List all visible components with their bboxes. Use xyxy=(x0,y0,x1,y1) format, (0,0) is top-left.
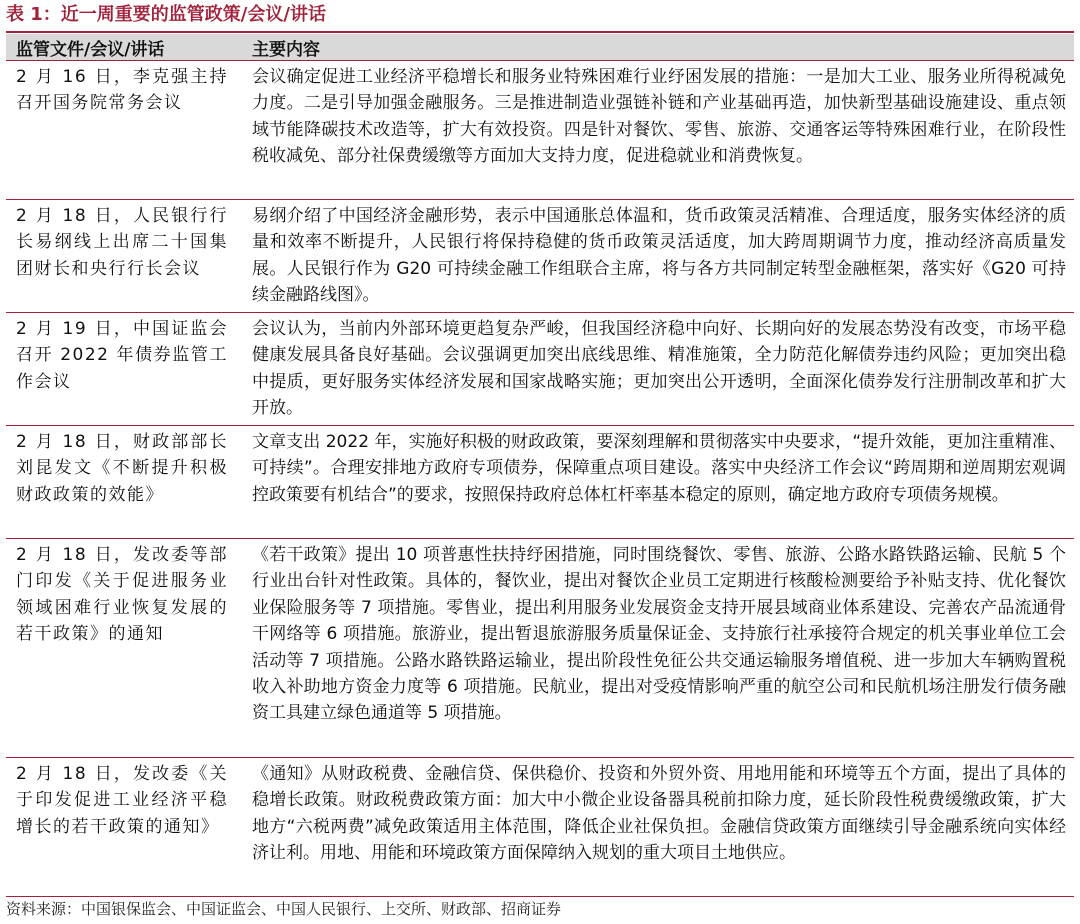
policy-table xyxy=(6,34,1074,897)
row-content-cell: 《通知》从财政税费、金融信贷、保供稳价、投资和外贸外资、用地用能和环境等五个方面，提出了具体的稳增长政策。财政税费政策方面：加大中小微企业设备器具税前扣除力度，延长阶段性税费缓缴政策，扩大地方“六税两费”减免政策适用主体范围，降低企业社保负担。金融信贷政策方面继续引导金融系统向实体经济让利。用地、用能和环境政策方面保障纳入规划的重大项目土地供应。 xyxy=(238,758,1074,897)
row-event-cell: 2 月 18 日，人民银行行长易纲线上出席二十国集团财长和央行行长会议 xyxy=(6,200,238,313)
row-content-cell: 《若干政策》提出 10 项普惠性扶持纾困措施，同时围绕餐饮、零售、旅游、公路水路铁路运输、民航 5 个行业出台针对性政策。具体的，餐饮业，提出对餐饮企业员工定期进行核酸检测要给予补贴支持、优化餐饮业保险服务等 7 项措施。零售业，提出利用服务业发展资金支持开展县域商业体系建设、完善农产品流通骨干网络等 6 项措施。旅游业，提出暂退旅游服务质量保证金、支持旅行社承接符合规定的机关事业单位工会活动等 7 项措施。公路水路铁路运输业，提出阶段性免征公共交通运输服务增值税、进一步加大车辆购置税收入补助地方资金力度等 6 项措施。民航业，提出对受疫情影响严重的航空公司和民航机场注册发行债务融资工具建立绿色通道等 5 项措施。 xyxy=(238,539,1074,758)
row-event-cell: 2 月 18 日，发改委《关于印发促进工业经济平稳增长的若干政策的通知》 xyxy=(6,758,238,897)
table-row xyxy=(6,200,1074,313)
table-row xyxy=(6,313,1074,426)
source-note: 资料来源：中国银保监会、中国证监会、中国人民银行、上交所、财政部、招商证券 xyxy=(6,900,562,918)
row-event-cell: 2 月 18 日，财政部部长刘昆发文《不断提升积极财政政策的效能》 xyxy=(6,426,238,539)
table-row xyxy=(6,426,1074,539)
row-event-cell: 2 月 18 日，发改委等部门印发《关于促进服务业领域困难行业恢复发展的若干政策》的通知 xyxy=(6,539,238,758)
row-event-cell: 2 月 16 日，李克强主持召开国务院常务会议 xyxy=(6,61,238,200)
column-header-event: 监管文件/会议/讲话 xyxy=(6,34,238,61)
row-content-cell: 会议认为，当前内外部环境更趋复杂严峻，但我国经济稳中向好、长期向好的发展态势没有改变，市场平稳健康发展具备良好基础。会议强调更加突出底线思维、精准施策，全力防范化解债券违约风险；更加突出稳中提质，更好服务实体经济发展和国家战略实施；更加突出公开透明，全面深化债券发行注册制改革和扩大开放。 xyxy=(238,313,1074,426)
table-row xyxy=(6,758,1074,897)
row-event-cell: 2 月 19 日，中国证监会召开 2022 年债券监管工作会议 xyxy=(6,313,238,426)
row-content-cell: 会议确定促进工业经济平稳增长和服务业特殊困难行业纾困发展的措施：一是加大工业、服务业所得税减免力度。二是引导加强金融服务。三是推进制造业强链补链和产业基础再造，加快新型基础设施建设、重点领域节能降碳技术改造等，扩大有效投资。四是针对餐饮、零售、旅游、交通客运等特殊困难行业，在阶段性税收减免、部分社保费缓缴等方面加大支持力度，促进稳就业和消费恢复。 xyxy=(238,61,1074,200)
row-content-cell: 易纲介绍了中国经济金融形势，表示中国通胀总体温和，货币政策灵活精准、合理适度，服务实体经济的质量和效率不断提升，人民银行将保持稳健的货币政策灵活适度，加大跨周期调节力度，推动经济高质量发展。人民银行作为 G20 可持续金融工作组联合主席，将与各方共同制定转型金融框架，落实好《G20 可持续金融路线图》。 xyxy=(238,200,1074,313)
column-header-content: 主要内容 xyxy=(238,34,1074,61)
title-divider xyxy=(6,31,1074,33)
table-row xyxy=(6,539,1074,758)
table-header-row xyxy=(6,34,1074,61)
row-content-cell: 文章支出 2022 年，实施好积极的财政政策，要深刻理解和贯彻落实中央要求，“提升效能，更加注重精准、可持续”。合理安排地方政府专项债券，保障重点项目建设。落实中央经济工作会议“跨周期和逆周期宏观调控政策要有机结合”的要求，按照保持政府总体杠杆率基本稳定的原则，确定地方政府专项债务规模。 xyxy=(238,426,1074,539)
table-title: 表 1：近一周重要的监管政策/会议/讲话 xyxy=(6,4,326,25)
table-row xyxy=(6,61,1074,200)
